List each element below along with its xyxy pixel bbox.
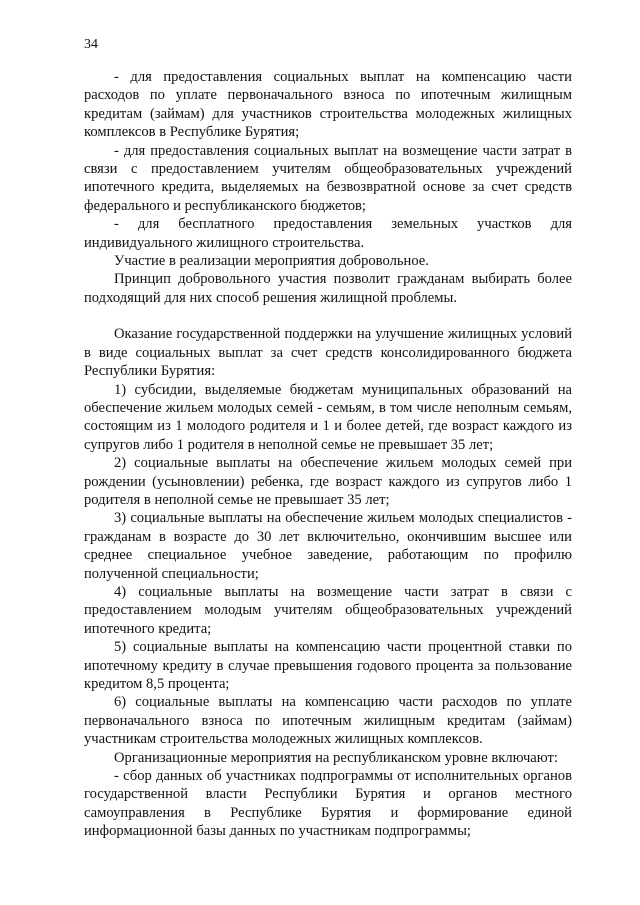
paragraph-6: Оказание государственной поддержки на улучшение жилищных условий в виде социальных выплат за счет средств консолидированного бюджета Республики Бурятия: xyxy=(84,326,572,380)
page-number: 34 xyxy=(84,37,98,52)
paragraph-12: 6) социальные выплаты на компенсацию части расходов по уплате первоначального взноса по ипотечным жилищным кредитам (займам) участникам строительства молодежных жилищных комплексов. xyxy=(84,694,572,748)
paragraph-5: Принцип добровольного участия позволит гражданам выбирать более подходящий для них способ решения жилищной проблемы. xyxy=(84,271,572,306)
paragraph-11: 5) социальные выплаты на компенсацию части процентной ставки по ипотечному кредиту в случае превышения годового процента за пользование кредитом 8,5 процента; xyxy=(84,639,572,692)
paragraph-4: Участие в реализации мероприятия добровольное. xyxy=(114,253,429,270)
paragraph-9: 3) социальные выплаты на обеспечение жильем молодых специалистов - гражданам в возрасте до 30 лет включительно, окончившим высшее или среднее специальное учебное заведение, работающим по профилю полученной специальности; xyxy=(84,510,572,582)
paragraph-10: 4) социальные выплаты на возмещение части затрат в связи с предоставлением молодым учителям общеобразовательных учреждений ипотечного кредита; xyxy=(84,583,572,637)
paragraph-1: - для предоставления социальных выплат на компенсацию части расходов по уплате первоначального взноса по ипотечным жилищным кредитам (займам) для участников строительства молодежных жилищных комплексов в Республике Бурятия; xyxy=(84,69,572,141)
document-body xyxy=(84,68,572,841)
paragraph-13: Организационные мероприятия на республиканском уровне включают: xyxy=(114,749,558,766)
paragraph-3: - для бесплатного предоставления земельных участков для индивидуального жилищного строительства. xyxy=(84,216,572,251)
paragraph-7: 1) субсидии, выделяемые бюджетам муниципальных образований на обеспечение жильем молодых семей - семьям, в том числе неполным семьям, состоящим из 1 молодого родителя и 1 и более детей, где возраст каждого из супругов либо 1 родителя в неполной семье не превышает 35 лет; xyxy=(84,381,572,453)
paragraph-2: - для предоставления социальных выплат на возмещение части затрат в связи с предоставлением учителям общеобразовательных учреждений ипотечного кредита, выделяемых на безвозвратной основе за счет средств федерального и республиканского бюджетов; xyxy=(84,142,572,214)
paragraph-14: - сбор данных об участниках подпрограммы от исполнительных органов государственной власти Республики Бурятия и органов местного самоуправления в Республике Бурятия и формирование единой информационной базы данных по участникам подпрограммы; xyxy=(84,768,572,840)
paragraph-8: 2) социальные выплаты на обеспечение жильем молодых семей при рождении (усыновлении) ребенка, где возраст каждого из супругов либо 1 родителя в неполной семье не превышает 35 лет; xyxy=(84,455,572,508)
